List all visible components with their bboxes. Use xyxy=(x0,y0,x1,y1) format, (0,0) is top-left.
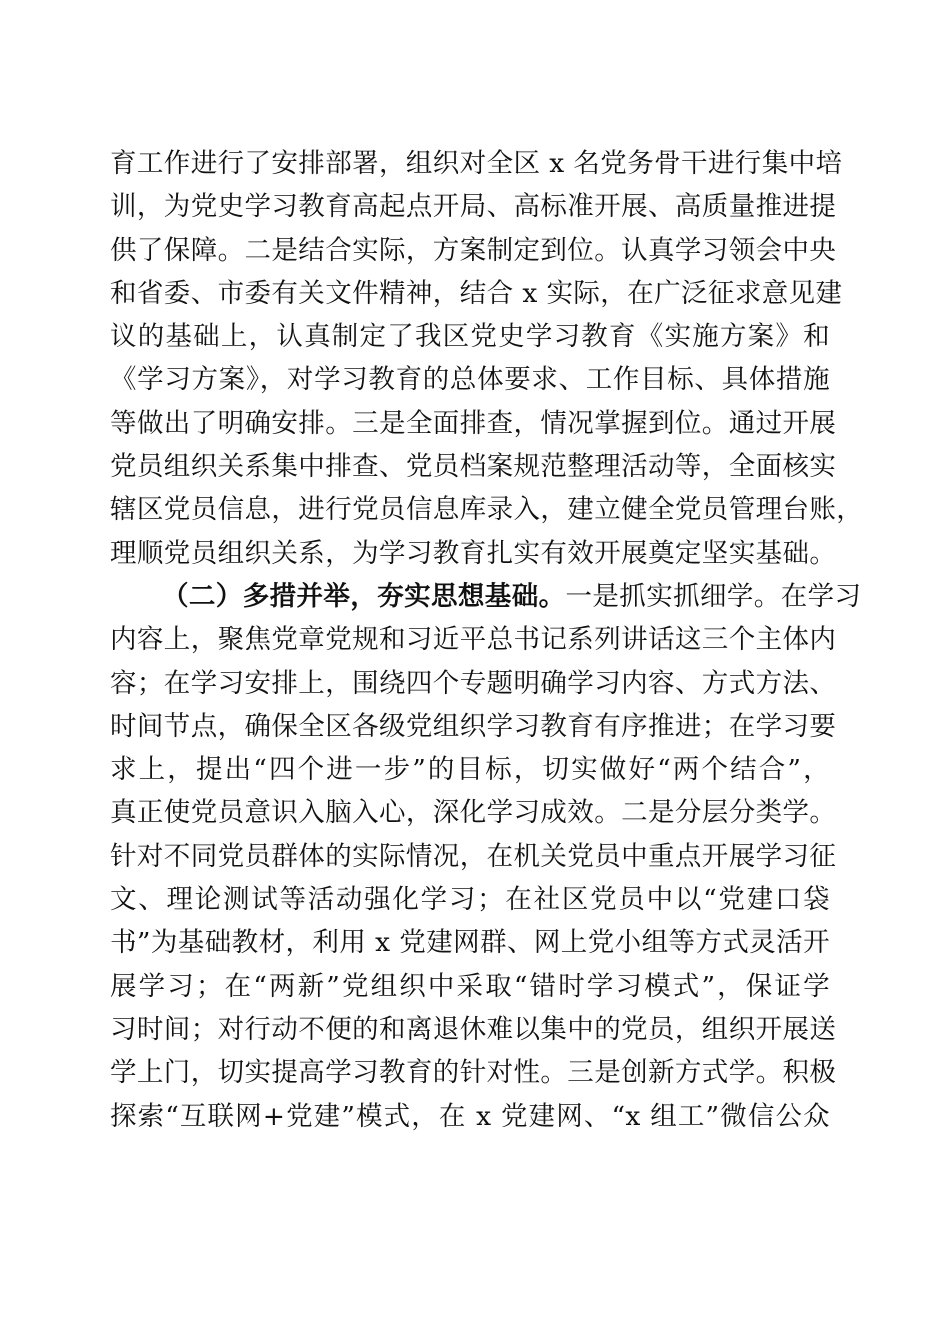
paragraph2-line-12: 学上门，切实提高学习教育的针对性。三是创新方式学。积极 xyxy=(110,1057,837,1089)
paragraph1-line-4: 和省委、市委有关文件精神，结合 x 实际，在广泛征求意见建 xyxy=(110,277,843,309)
paragraph1-line-9: 辖区党员信息，进行党员信息库录入，建立健全党员管理台账， xyxy=(110,494,864,526)
document-body xyxy=(110,142,864,1138)
paragraph2-line-7: 针对不同党员群体的实际情况，在机关党员中重点开展学习征 xyxy=(110,840,837,872)
paragraph2-line-11: 习时间；对行动不便的和离退休难以集中的党员，组织开展送 xyxy=(110,1013,837,1045)
paragraph2-first-line-text: 一是抓实抓细学。在学习 xyxy=(565,580,862,612)
paragraph2-line-2: 内容上，聚焦党章党规和习近平总书记系列讲话这三个主体内 xyxy=(110,624,837,656)
paragraph1-line-3: 供了保障。二是结合实际，方案制定到位。认真学习领会中央 xyxy=(110,234,837,266)
paragraph2-line-8: 文、理论测试等活动强化学习；在社区党员中以“党建口袋 xyxy=(110,884,830,916)
section-heading: （二）多措并举，夯实思想基础。 xyxy=(162,580,566,612)
paragraph2-line-1 xyxy=(110,575,862,618)
paragraph1-line-2: 训，为党史学习教育高起点开局、高标准开展、高质量推进提 xyxy=(110,191,837,223)
paragraph2-line-10: 展学习；在“两新”党组织中采取“错时学习模式”，保证学 xyxy=(110,970,830,1002)
paragraph1-line-10: 理顺党员组织关系，为学习教育扎实有效开展奠定坚实基础。 xyxy=(110,537,837,569)
paragraph1-line-6: 《学习方案》，对学习教育的总体要求、工作目标、具体措施 xyxy=(110,364,830,396)
paragraph2-line-3: 容；在学习安排上，围绕四个专题明确学习内容、方式方法、 xyxy=(110,667,837,699)
paragraph1-line-7: 等做出了明确安排。三是全面排查，情况掌握到位。通过开展 xyxy=(110,407,837,439)
paragraph2-line-13: 探索“互联网+党建”模式，在 x 党建网、“x 组工”微信公众 xyxy=(110,1100,830,1132)
paragraph2-line-4: 时间节点，确保全区各级党组织学习教育有序推进；在学习要 xyxy=(110,710,837,742)
paragraph2-line-6: 真正使党员意识入脑入心，深化学习成效。二是分层分类学。 xyxy=(110,797,837,829)
paragraph1-line-5: 议的基础上，认真制定了我区党史学习教育《实施方案》和 xyxy=(110,321,830,353)
paragraph1-line-8: 党员组织关系集中排查、党员档案规范整理活动等，全面核实 xyxy=(110,451,837,483)
paragraph2-line-9: 书”为基础教材，利用 x 党建网群、网上党小组等方式灵活开 xyxy=(110,927,830,959)
paragraph1-line-1: 育工作进行了安排部署，组织对全区 x 名党务骨干进行集中培 xyxy=(110,148,843,179)
paragraph2-line-5: 求上，提出“四个进一步”的目标，切实做好“两个结合”， xyxy=(110,754,830,786)
